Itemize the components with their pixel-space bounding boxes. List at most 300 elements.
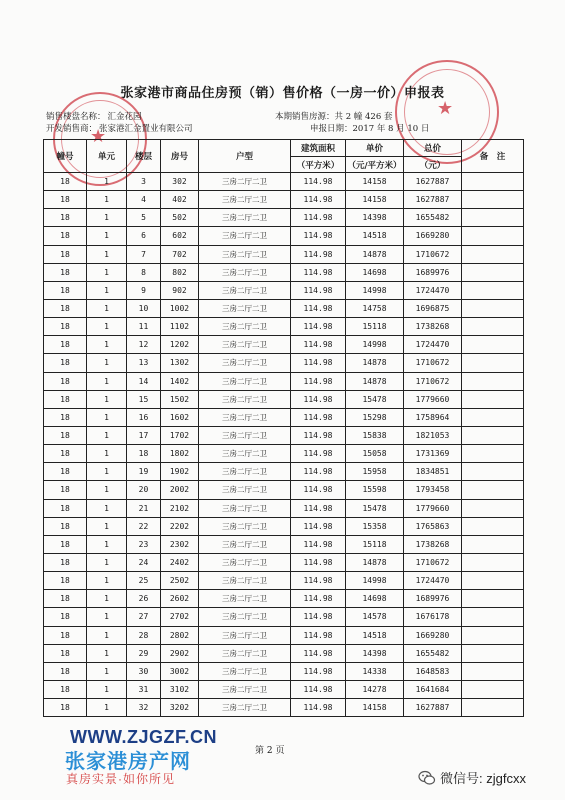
cell-unit: 1 [87,517,127,535]
header-type: 户型 [199,140,291,173]
cell-room: 1902 [161,463,199,481]
cell-building: 18 [44,263,87,281]
cell-unit: 1 [87,173,127,191]
cell-unit: 1 [87,354,127,372]
cell-note [462,227,524,245]
cell-price: 14878 [346,553,404,571]
cell-room: 2102 [161,499,199,517]
price-bureau-seal: ★ [395,60,499,164]
table-row [44,644,524,662]
table-row [44,662,524,680]
cell-unit: 1 [87,372,127,390]
header-unit: 单元 [87,140,127,173]
cell-building: 18 [44,481,87,499]
header-total-unit: （元） [404,157,462,173]
cell-type: 三房二厅二卫 [199,263,291,281]
cell-area: 114.98 [291,699,346,717]
cell-type: 三房二厅二卫 [199,572,291,590]
cell-type: 三房二厅二卫 [199,535,291,553]
cell-room: 3102 [161,680,199,698]
table-row [44,173,524,191]
cell-type: 三房二厅二卫 [199,209,291,227]
table-row [44,517,524,535]
cell-room: 1502 [161,390,199,408]
cell-note [462,553,524,571]
cell-room: 1002 [161,299,199,317]
table-row [44,445,524,463]
cell-area: 114.98 [291,481,346,499]
cell-total: 1710672 [404,372,462,390]
cell-type: 三房二厅二卫 [199,590,291,608]
cell-building: 18 [44,535,87,553]
cell-room: 1202 [161,336,199,354]
cell-building: 18 [44,227,87,245]
cell-room: 602 [161,227,199,245]
cell-floor: 29 [127,644,161,662]
cell-unit: 1 [87,572,127,590]
cell-floor: 18 [127,445,161,463]
cell-type: 三房二厅二卫 [199,699,291,717]
cell-area: 114.98 [291,173,346,191]
cell-area: 114.98 [291,209,346,227]
cell-price: 14878 [346,372,404,390]
cell-floor: 30 [127,662,161,680]
cell-type: 三房二厅二卫 [199,626,291,644]
project-label: 销售楼盘名称： [46,112,106,122]
cell-total: 1627887 [404,699,462,717]
cell-building: 18 [44,445,87,463]
cell-price: 15118 [346,535,404,553]
cell-total: 1641684 [404,680,462,698]
cell-room: 1602 [161,408,199,426]
cell-total: 1758964 [404,408,462,426]
cell-price: 15478 [346,390,404,408]
table-row [44,336,524,354]
cell-unit: 1 [87,281,127,299]
cell-total: 1738268 [404,535,462,553]
project-name-line [46,110,142,122]
cell-building: 18 [44,699,87,717]
cell-price: 15118 [346,318,404,336]
header-total: 总价 [404,140,462,157]
cell-price: 14158 [346,191,404,209]
cell-note [462,173,524,191]
document-title: 张家港市商品住房预（销）售价格（一房一价）申报表 [120,86,445,101]
cell-price: 14998 [346,281,404,299]
cell-note [462,245,524,263]
cell-price: 14398 [346,644,404,662]
cell-note [462,426,524,444]
cell-floor: 23 [127,535,161,553]
cell-type: 三房二厅二卫 [199,245,291,263]
table-row [44,191,524,209]
cell-price: 14338 [346,662,404,680]
cell-room: 402 [161,191,199,209]
cell-unit: 1 [87,408,127,426]
cell-area: 114.98 [291,191,346,209]
cell-unit: 1 [87,481,127,499]
cell-room: 2602 [161,590,199,608]
cell-type: 三房二厅二卫 [199,299,291,317]
cell-area: 114.98 [291,535,346,553]
cell-unit: 1 [87,553,127,571]
cell-area: 114.98 [291,408,346,426]
table-row [44,426,524,444]
table-row [44,699,524,717]
cell-type: 三房二厅二卫 [199,426,291,444]
table-row [44,626,524,644]
cell-total: 1821053 [404,426,462,444]
cell-area: 114.98 [291,553,346,571]
table-row [44,281,524,299]
cell-building: 18 [44,281,87,299]
cell-total: 1669280 [404,227,462,245]
cell-area: 114.98 [291,626,346,644]
cell-type: 三房二厅二卫 [199,191,291,209]
cell-note [462,299,524,317]
cell-building: 18 [44,209,87,227]
cell-room: 2002 [161,481,199,499]
cell-floor: 25 [127,572,161,590]
developer-label: 开发销售商： [46,124,98,134]
cell-type: 三房二厅二卫 [199,390,291,408]
cell-building: 18 [44,318,87,336]
cell-building: 18 [44,590,87,608]
cell-price: 14878 [346,354,404,372]
cell-building: 18 [44,408,87,426]
cell-floor: 21 [127,499,161,517]
table-row [44,463,524,481]
cell-building: 18 [44,426,87,444]
page-number: 第 2 页 [255,746,285,756]
cell-price: 15358 [346,517,404,535]
table-row [44,318,524,336]
cell-unit: 1 [87,662,127,680]
cell-price: 14398 [346,209,404,227]
cell-unit: 1 [87,245,127,263]
cell-building: 18 [44,680,87,698]
header-area: 建筑面积 [291,140,346,157]
cell-total: 1710672 [404,354,462,372]
cell-unit: 1 [87,626,127,644]
cell-floor: 16 [127,408,161,426]
cell-area: 114.98 [291,263,346,281]
cell-room: 302 [161,173,199,191]
cell-unit: 1 [87,263,127,281]
cell-total: 1731369 [404,445,462,463]
cell-building: 18 [44,372,87,390]
table-row [44,608,524,626]
cell-area: 114.98 [291,336,346,354]
cell-note [462,390,524,408]
cell-total: 1689976 [404,263,462,281]
cell-note [462,517,524,535]
cell-type: 三房二厅二卫 [199,644,291,662]
cell-price: 14158 [346,173,404,191]
cell-type: 三房二厅二卫 [199,318,291,336]
cell-note [462,318,524,336]
cell-building: 18 [44,173,87,191]
cell-type: 三房二厅二卫 [199,372,291,390]
table-row [44,209,524,227]
cell-total: 1676178 [404,608,462,626]
cell-building: 18 [44,626,87,644]
table-row [44,590,524,608]
cell-floor: 8 [127,263,161,281]
cell-building: 18 [44,245,87,263]
cell-note [462,372,524,390]
cell-note [462,572,524,590]
cell-building: 18 [44,553,87,571]
cell-price: 14998 [346,336,404,354]
cell-type: 三房二厅二卫 [199,608,291,626]
table-row [44,354,524,372]
cell-note [462,463,524,481]
table-row [44,245,524,263]
cell-total: 1655482 [404,209,462,227]
cell-note [462,499,524,517]
cell-total: 1738268 [404,318,462,336]
cell-type: 三房二厅二卫 [199,499,291,517]
cell-area: 114.98 [291,608,346,626]
table-row [44,680,524,698]
cell-total: 1627887 [404,191,462,209]
cell-room: 1802 [161,445,199,463]
cell-note [462,608,524,626]
cell-price: 14278 [346,680,404,698]
cell-room: 3202 [161,699,199,717]
cell-room: 2302 [161,535,199,553]
cell-floor: 17 [127,426,161,444]
cell-note [462,590,524,608]
cell-note [462,354,524,372]
watermark-slogan: 真房实景·如你所见 [66,772,175,786]
cell-floor: 22 [127,517,161,535]
cell-area: 114.98 [291,572,346,590]
cell-area: 114.98 [291,227,346,245]
cell-area: 114.98 [291,299,346,317]
cell-total: 1779660 [404,390,462,408]
declaration-date: 申报日期：2017 年 8 月 10 日 [310,124,430,134]
cell-note [462,481,524,499]
cell-area: 114.98 [291,680,346,698]
cell-unit: 1 [87,699,127,717]
cell-type: 三房二厅二卫 [199,227,291,245]
cell-type: 三房二厅二卫 [199,445,291,463]
cell-floor: 14 [127,372,161,390]
cell-area: 114.98 [291,662,346,680]
cell-price: 14758 [346,299,404,317]
cell-room: 2402 [161,553,199,571]
cell-area: 114.98 [291,499,346,517]
cell-building: 18 [44,336,87,354]
cell-note [462,445,524,463]
cell-type: 三房二厅二卫 [199,173,291,191]
cell-total: 1724470 [404,336,462,354]
cell-floor: 19 [127,463,161,481]
header-note: 备 注 [462,140,524,173]
cell-building: 18 [44,644,87,662]
cell-unit: 1 [87,680,127,698]
cell-floor: 15 [127,390,161,408]
cell-unit: 1 [87,463,127,481]
cell-room: 2702 [161,608,199,626]
cell-floor: 24 [127,553,161,571]
cell-note [462,408,524,426]
cell-type: 三房二厅二卫 [199,463,291,481]
cell-area: 114.98 [291,590,346,608]
cell-floor: 26 [127,590,161,608]
units-count: 本期销售房源：共 2 幢 426 套 [275,112,393,122]
cell-building: 18 [44,354,87,372]
cell-unit: 1 [87,445,127,463]
table-row [44,499,524,517]
wechat-icon [418,769,436,787]
cell-floor: 28 [127,626,161,644]
cell-price: 14158 [346,699,404,717]
cell-type: 三房二厅二卫 [199,354,291,372]
project-value: 汇金花园 [107,112,142,122]
watermark-brand: 张家港房产网 [65,751,191,773]
wechat-watermark [418,768,526,787]
cell-total: 1655482 [404,644,462,662]
table-row [44,390,524,408]
cell-floor: 9 [127,281,161,299]
table-row [44,535,524,553]
table-row [44,553,524,571]
cell-type: 三房二厅二卫 [199,680,291,698]
cell-price: 14998 [346,572,404,590]
cell-note [462,336,524,354]
cell-floor: 6 [127,227,161,245]
cell-price: 14878 [346,245,404,263]
cell-total: 1696875 [404,299,462,317]
cell-floor: 11 [127,318,161,336]
cell-unit: 1 [87,191,127,209]
cell-total: 1710672 [404,553,462,571]
table-row [44,299,524,317]
cell-room: 802 [161,263,199,281]
cell-total: 1669280 [404,626,462,644]
table-row [44,227,524,245]
cell-unit: 1 [87,336,127,354]
cell-area: 114.98 [291,517,346,535]
cell-type: 三房二厅二卫 [199,408,291,426]
cell-room: 2202 [161,517,199,535]
cell-total: 1710672 [404,245,462,263]
cell-note [462,662,524,680]
cell-floor: 27 [127,608,161,626]
cell-floor: 4 [127,191,161,209]
cell-unit: 1 [87,318,127,336]
cell-price: 14578 [346,608,404,626]
cell-note [462,281,524,299]
price-table [43,139,524,717]
cell-type: 三房二厅二卫 [199,662,291,680]
cell-type: 三房二厅二卫 [199,517,291,535]
cell-room: 2502 [161,572,199,590]
cell-total: 1648583 [404,662,462,680]
cell-unit: 1 [87,608,127,626]
cell-area: 114.98 [291,445,346,463]
table-row [44,263,524,281]
cell-total: 1724470 [404,281,462,299]
cell-area: 114.98 [291,318,346,336]
cell-area: 114.98 [291,372,346,390]
cell-floor: 3 [127,173,161,191]
cell-unit: 1 [87,227,127,245]
cell-total: 1627887 [404,173,462,191]
table-row [44,372,524,390]
table-header-row [44,140,524,157]
cell-type: 三房二厅二卫 [199,281,291,299]
cell-area: 114.98 [291,245,346,263]
cell-floor: 12 [127,336,161,354]
cell-total: 1779660 [404,499,462,517]
cell-price: 15598 [346,481,404,499]
developer-value: 张家港汇金置业有限公司 [99,124,193,134]
cell-price: 15058 [346,445,404,463]
cell-unit: 1 [87,299,127,317]
cell-note [462,699,524,717]
cell-floor: 32 [127,699,161,717]
cell-note [462,644,524,662]
cell-unit: 1 [87,426,127,444]
cell-unit: 1 [87,590,127,608]
header-room: 房号 [161,140,199,173]
cell-building: 18 [44,517,87,535]
cell-room: 3002 [161,662,199,680]
cell-total: 1724470 [404,572,462,590]
cell-unit: 1 [87,390,127,408]
cell-area: 114.98 [291,281,346,299]
cell-total: 1765863 [404,517,462,535]
cell-price: 14518 [346,626,404,644]
cell-price: 14698 [346,263,404,281]
cell-room: 502 [161,209,199,227]
cell-type: 三房二厅二卫 [199,336,291,354]
cell-area: 114.98 [291,390,346,408]
cell-room: 702 [161,245,199,263]
cell-area: 114.98 [291,426,346,444]
header-area-unit: （平方米） [291,157,346,173]
cell-floor: 10 [127,299,161,317]
cell-room: 2902 [161,644,199,662]
cell-price: 14698 [346,590,404,608]
cell-total: 1834851 [404,463,462,481]
cell-type: 三房二厅二卫 [199,481,291,499]
company-seal: ★ [53,92,147,186]
cell-price: 15478 [346,499,404,517]
cell-building: 18 [44,572,87,590]
cell-note [462,191,524,209]
cell-note [462,209,524,227]
cell-building: 18 [44,390,87,408]
cell-building: 18 [44,191,87,209]
cell-room: 1702 [161,426,199,444]
cell-room: 1402 [161,372,199,390]
watermark-url: WWW.ZJGZF.CN [70,727,217,747]
cell-type: 三房二厅二卫 [199,553,291,571]
cell-note [462,680,524,698]
cell-area: 114.98 [291,644,346,662]
cell-floor: 13 [127,354,161,372]
wechat-id: 微信号: zjgfcxx [440,771,526,786]
cell-unit: 1 [87,209,127,227]
cell-price: 15298 [346,408,404,426]
cell-floor: 5 [127,209,161,227]
cell-unit: 1 [87,499,127,517]
